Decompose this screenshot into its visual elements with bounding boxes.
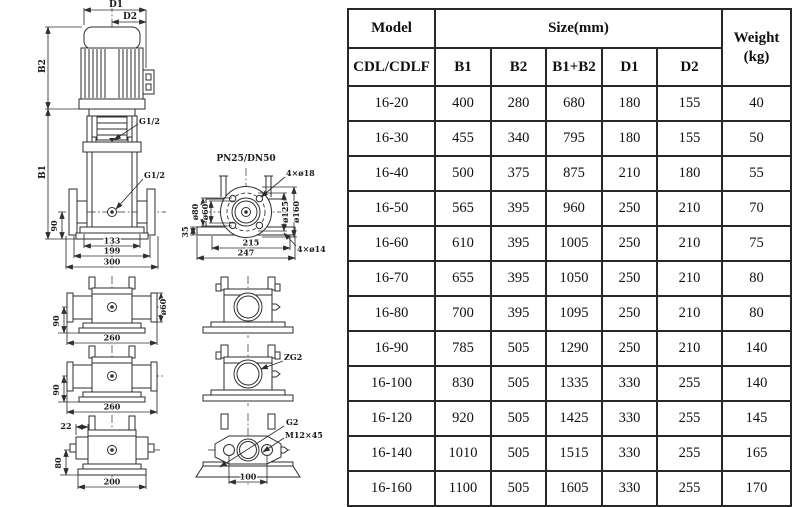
header-model-sub: CDL/CDLF (348, 48, 435, 86)
value-cell: 80 (722, 261, 791, 296)
value-cell: 700 (435, 296, 491, 331)
value-cell: 50 (722, 121, 791, 156)
sv1-dim-90: 90 (51, 315, 61, 327)
value-cell: 565 (435, 191, 491, 226)
value-cell: 255 (657, 366, 722, 401)
motor-cap (84, 27, 140, 49)
table-row (348, 156, 791, 191)
value-cell: 395 (491, 191, 546, 226)
port-front-view-2 (203, 344, 302, 406)
zg2-label: ZG2 (284, 352, 303, 362)
header-d1: D1 (602, 48, 657, 86)
flange-title: PN25/DN50 (216, 154, 276, 164)
dim-90-main: 90 (49, 220, 59, 232)
value-cell: 40 (722, 86, 791, 121)
value-cell: 875 (546, 156, 602, 191)
header-b1b2: B1+B2 (546, 48, 602, 86)
size-table (347, 8, 792, 507)
value-cell: 610 (435, 226, 491, 261)
value-cell: 250 (602, 296, 657, 331)
value-cell: 140 (722, 331, 791, 366)
main-pump-front-view (38, 0, 166, 270)
header-weight (722, 9, 791, 86)
value-cell: 170 (722, 471, 791, 506)
model-cell: 16-20 (348, 86, 435, 121)
bolt-callout-top: 4×ø18 (286, 168, 315, 178)
model-cell: 16-120 (348, 401, 435, 436)
value-cell: 1515 (546, 436, 602, 471)
dim-100: 100 (239, 471, 257, 482)
value-cell: 250 (602, 191, 657, 226)
value-cell: 180 (657, 156, 722, 191)
sv3-dim-22: 22 (60, 421, 72, 431)
pump-end-side-view-3 (53, 415, 160, 489)
value-cell: 795 (546, 121, 602, 156)
value-cell: 505 (491, 366, 546, 401)
suction-flange (69, 189, 77, 235)
dim-215: 215 (242, 237, 260, 248)
dim-35: 35 (180, 226, 190, 238)
value-cell: 830 (435, 366, 491, 401)
dim-b1: B1 (38, 165, 48, 179)
motor-body (81, 48, 143, 99)
drain-plug (272, 371, 280, 377)
value-cell: 330 (602, 436, 657, 471)
table-row (348, 226, 791, 261)
table-row (348, 471, 791, 506)
pump-technical-drawing (0, 0, 345, 500)
value-cell: 505 (491, 436, 546, 471)
model-cell: 16-30 (348, 121, 435, 156)
header-weight-line1: Weight (733, 29, 780, 46)
bolt-callout-base: 4×ø14 (297, 244, 326, 254)
dim-199: 199 (103, 245, 121, 256)
value-cell: 1605 (546, 471, 602, 506)
table-row (348, 331, 791, 366)
sv1-dia60: ø60 (158, 298, 168, 316)
drain-plug (281, 447, 288, 453)
value-cell: 210 (657, 296, 722, 331)
g12-lower-label: G1/2 (144, 170, 165, 180)
discharge-flange (147, 189, 155, 235)
table-row (348, 366, 791, 401)
value-cell: 255 (657, 401, 722, 436)
dim-d2: D2 (122, 12, 138, 22)
value-cell: 145 (722, 401, 791, 436)
value-cell: 395 (491, 226, 546, 261)
header-weight-line2: (kg) (743, 48, 770, 65)
table-row (348, 86, 791, 121)
model-cell: 16-40 (348, 156, 435, 191)
sv3-dim-200: 200 (103, 476, 121, 487)
value-cell: 330 (602, 366, 657, 401)
value-cell: 655 (435, 261, 491, 296)
value-cell: 1100 (435, 471, 491, 506)
header-b2: B2 (491, 48, 546, 86)
value-cell: 1290 (546, 331, 602, 366)
value-cell: 155 (657, 86, 722, 121)
value-cell: 210 (657, 226, 722, 261)
value-cell: 180 (602, 121, 657, 156)
value-cell: 500 (435, 156, 491, 191)
value-cell: 375 (491, 156, 546, 191)
table-row (348, 121, 791, 156)
value-cell: 395 (491, 261, 546, 296)
table-row (348, 401, 791, 436)
value-cell: 505 (491, 471, 546, 506)
header-b1: B1 (435, 48, 491, 86)
flange-top-view (180, 154, 326, 260)
value-cell: 455 (435, 121, 491, 156)
value-cell: 1095 (546, 296, 602, 331)
value-cell: 155 (657, 121, 722, 156)
table-row (348, 191, 791, 226)
model-cell: 16-160 (348, 471, 435, 506)
model-cell: 16-140 (348, 436, 435, 471)
dim-d1: D1 (108, 0, 124, 10)
dim-300: 300 (103, 256, 121, 267)
size-table-body (348, 86, 791, 506)
model-cell: 16-50 (348, 191, 435, 226)
value-cell: 1005 (546, 226, 602, 261)
value-cell: 505 (491, 401, 546, 436)
value-cell: 55 (722, 156, 791, 191)
value-cell: 80 (722, 296, 791, 331)
value-cell: 330 (602, 471, 657, 506)
value-cell: 255 (657, 471, 722, 506)
m12-label: M12×45 (285, 430, 323, 440)
value-cell: 340 (491, 121, 546, 156)
pump-end-side-view-2 (51, 345, 163, 414)
value-cell: 400 (435, 86, 491, 121)
value-cell: 210 (657, 331, 722, 366)
value-cell: 250 (602, 261, 657, 296)
value-cell: 395 (491, 296, 546, 331)
value-cell: 75 (722, 226, 791, 261)
dim-dia80: ø80 (190, 203, 200, 221)
value-cell: 70 (722, 191, 791, 226)
port-front-view-1 (203, 276, 293, 338)
pump-head (83, 142, 141, 152)
value-cell: 920 (435, 401, 491, 436)
dim-b2: B2 (38, 59, 48, 73)
dim-dia125: ø125 (280, 200, 290, 224)
model-cell: 16-100 (348, 366, 435, 401)
model-cell: 16-70 (348, 261, 435, 296)
value-cell: 210 (657, 261, 722, 296)
table-row (348, 296, 791, 331)
value-cell: 960 (546, 191, 602, 226)
value-cell: 165 (722, 436, 791, 471)
header-size: Size(mm) (435, 9, 722, 48)
dim-dia60: ø60 (200, 203, 210, 221)
table-row (348, 261, 791, 296)
value-cell: 250 (602, 226, 657, 261)
dim-133: 133 (103, 235, 121, 246)
sv2-dim-90: 90 (51, 384, 61, 396)
value-cell: 1050 (546, 261, 602, 296)
oval-flange-front-view (196, 413, 323, 486)
model-cell: 16-90 (348, 331, 435, 366)
g2-label: G2 (286, 417, 299, 427)
value-cell: 180 (602, 86, 657, 121)
header-model: Model (348, 9, 435, 48)
value-cell: 140 (722, 366, 791, 401)
value-cell: 680 (546, 86, 602, 121)
value-cell: 250 (602, 331, 657, 366)
value-cell: 280 (491, 86, 546, 121)
value-cell: 785 (435, 331, 491, 366)
dim-dia160: ø160 (291, 200, 301, 224)
model-cell: 16-60 (348, 226, 435, 261)
value-cell: 505 (491, 331, 546, 366)
value-cell: 1335 (546, 366, 602, 401)
model-cell: 16-80 (348, 296, 435, 331)
sv1-dim-260: 260 (103, 332, 121, 343)
dim-247: 247 (237, 247, 255, 258)
value-cell: 210 (602, 156, 657, 191)
header-d2: D2 (657, 48, 722, 86)
value-cell: 210 (657, 191, 722, 226)
value-cell: 1425 (546, 401, 602, 436)
drain-plug (272, 304, 280, 310)
sv2-dim-260: 260 (103, 401, 121, 412)
value-cell: 1010 (435, 436, 491, 471)
sv3-dim-80: 80 (53, 457, 63, 469)
value-cell: 330 (602, 401, 657, 436)
value-cell: 255 (657, 436, 722, 471)
table-row (348, 436, 791, 471)
size-table-wrap (347, 8, 792, 507)
g12-upper-label: G1/2 (139, 116, 160, 126)
pump-end-side-view-1 (51, 276, 168, 345)
